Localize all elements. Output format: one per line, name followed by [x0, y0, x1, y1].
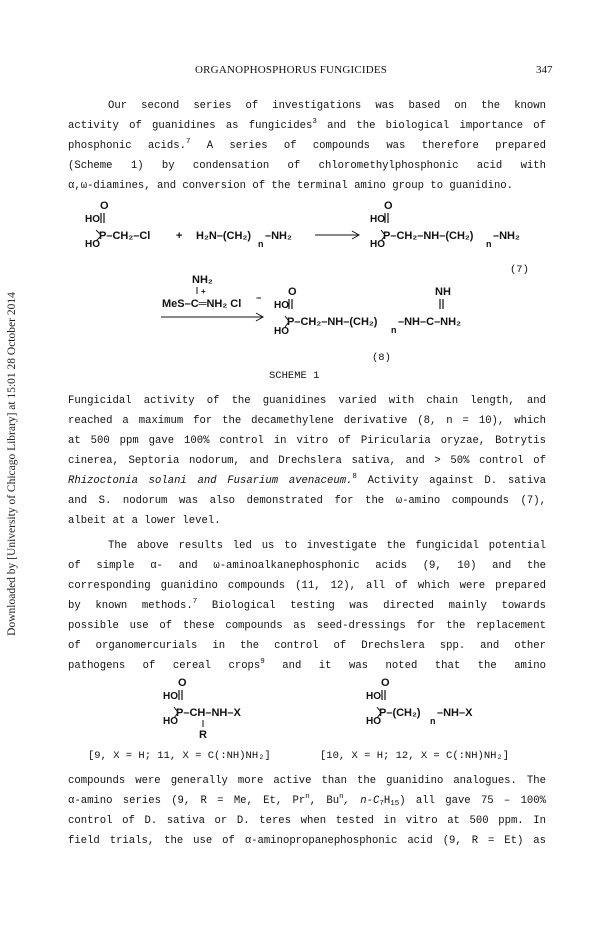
plus-sign: + — [176, 230, 183, 242]
text-line: and S. nodorum was also demonstrated for the ω-amino compounds (7), — [68, 495, 546, 507]
svg-text:n: n — [430, 716, 436, 726]
svg-text:HO: HO — [366, 691, 381, 702]
svg-text:n: n — [391, 325, 397, 335]
svg-text:HO: HO — [163, 716, 178, 727]
text-line: reached a maximum for the decamethylene derivative (8, n = 10), which — [68, 415, 546, 427]
text-line: The above results led us to investigate the fungicidal potential — [108, 540, 546, 552]
running-title: ORGANOPHOSPHORUS FUNGICIDES — [195, 64, 388, 76]
text-line: of organomercurials in the control of Drechslera spp. and other — [68, 640, 546, 652]
guanidino-product: P–CH₂–NH–(CH₂) — [287, 316, 378, 328]
svg-text:HO: HO — [370, 214, 385, 225]
svg-text:+: + — [201, 287, 206, 296]
svg-text:−: − — [256, 293, 262, 303]
text-line: Fungicidal activity of the guanidines varied with chain length, and — [68, 395, 546, 407]
text-line: cinerea, Septoria nodorum, and Drechslera sativa, and > 50% control of — [68, 455, 546, 467]
text-line: α-amino series (9, R = Me, Et, Pr$^n$, Bu$^n$, $n-C_7H_{15}$) all gave 75 – 100% — [68, 793, 546, 808]
text-line: pathogens of cereal crops$^9$ and it was noted that the amino — [68, 658, 546, 672]
text-line: possible use of these compounds as seed-dressings for the replacement — [68, 620, 546, 632]
svg-text:–NH₂: –NH₂ — [265, 230, 292, 242]
text-line: at 500 ppm gave 100% control in vitro of Piricularia oryzae, Botrytis — [68, 435, 546, 447]
alpha-aminophosphonic-acid: P–CH–NH–X — [176, 707, 241, 719]
r-substituent: R — [199, 729, 207, 741]
svg-text:–NH₂: –NH₂ — [493, 230, 520, 242]
text-line: Rhizoctonia solani and Fusarium avenaceum.$^8$ Activity against D. sativa — [68, 473, 546, 487]
svg-text:O: O — [381, 677, 390, 689]
text-line: control of D. sativa or D. teres when tested in vitro at 500 ppm. In — [68, 815, 546, 827]
svg-text:HO: HO — [163, 691, 178, 702]
aminoalkyl-product: P–CH₂–NH–(CH₂) — [383, 230, 474, 242]
imino-label: NH — [435, 286, 451, 298]
svg-text:O: O — [178, 677, 187, 689]
methylisothiourea-reagent: MeS–C═NH₂ Cl — [162, 298, 242, 310]
compound-label-8: (8) — [372, 352, 391, 364]
diamine: H₂N–(CH₂) — [196, 230, 251, 242]
text-line: albeit at a lower level. — [68, 515, 221, 527]
svg-text:HO: HO — [274, 326, 289, 337]
text-line: activity of guanidines as fungicides$^3$ and the biological importance of — [68, 118, 546, 132]
text-line: α,ω-diamines, and conversion of the terminal amino group to guanidino. — [68, 180, 514, 192]
hydroxy-label: HO — [85, 214, 100, 225]
svg-text:HO: HO — [370, 239, 385, 250]
text-line: compounds were generally more active than the guanidino analogues. The — [68, 775, 546, 787]
page-number: 347 — [536, 64, 553, 76]
svg-text:–NH–C–NH₂: –NH–C–NH₂ — [398, 316, 461, 328]
svg-text:O: O — [384, 200, 393, 212]
text-line: field trials, the use of α-aminopropanephosphonic acid (9, R = Et) as — [68, 835, 546, 847]
reaction-scheme — [0, 195, 612, 380]
structure-caption-right: [10, X = H; 12, X = C(:NH)NH₂] — [320, 750, 510, 762]
compound-label-7: (7) — [510, 264, 529, 276]
text-line: corresponding guanidino compounds (11, 12), all of which were prepared — [68, 580, 546, 592]
omega-aminophosphonic-acid: P–(CH₂) — [379, 707, 421, 719]
svg-text:HO: HO — [366, 716, 381, 727]
text-line: Our second series of investigations was based on the known — [108, 100, 546, 112]
structure-diagram — [0, 672, 612, 772]
hydroxy-label: HO — [85, 239, 100, 250]
scheme-title: SCHEME 1 — [269, 370, 320, 380]
text-line: (Scheme 1) by condensation of chloromethylphosphonic acid with — [68, 160, 546, 172]
subscript-n: n — [258, 239, 264, 249]
reagent-nh2: NH₂ — [192, 274, 213, 286]
text-line: by known methods.$^7$ Biological testing was directed mainly towards — [68, 598, 546, 612]
svg-text:–NH–X: –NH–X — [437, 707, 473, 719]
oxo-label: O — [100, 200, 109, 212]
structure-caption-left: [9, X = H; 11, X = C(:NH)NH₂] — [88, 750, 271, 762]
text-line: phosphonic acids.$^7$ A series of compounds was therefore prepared — [68, 138, 547, 152]
svg-text:O: O — [288, 286, 297, 298]
chloromethylphosphonic-acid: P–CH₂–Cl — [99, 230, 151, 242]
svg-text:HO: HO — [274, 300, 289, 311]
text-line: of simple α- and ω-aminoalkanephosphonic acids (9, 10) and the — [68, 560, 546, 572]
svg-text:n: n — [486, 239, 492, 249]
download-watermark: Downloaded by [University of Chicago Library] at 15:01 28 October 2014 — [6, 292, 18, 636]
